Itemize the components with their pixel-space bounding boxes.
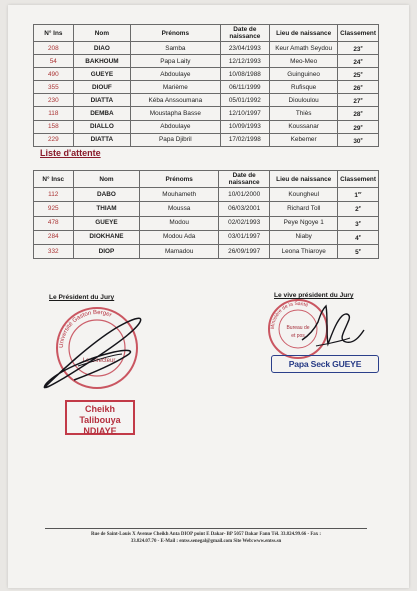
cell-date: 06/11/1999 xyxy=(220,81,270,94)
president-signature xyxy=(30,310,160,396)
cell-classement xyxy=(338,55,379,68)
header-classement: Classement xyxy=(338,25,379,42)
cell-lieu: Koussanar xyxy=(270,120,338,133)
cell-lieu: Keur Amath Seydou xyxy=(270,42,338,55)
cell-nom: GUEYE xyxy=(73,216,140,230)
cell-date: 10/01/2000 xyxy=(218,188,269,202)
cell-date: 10/08/1988 xyxy=(220,68,270,81)
cell-nom: DIALLO xyxy=(73,120,131,133)
cell-date: 12/12/1993 xyxy=(220,55,270,68)
header-num: N° Insc xyxy=(34,171,74,188)
cell-prenoms: Modou Ada xyxy=(140,230,218,244)
footer-address xyxy=(36,531,376,545)
president-name-stamp xyxy=(65,400,135,435)
cell-classement xyxy=(338,202,379,216)
rank-number: 29 xyxy=(353,124,361,132)
president-title: Le Président du Jury xyxy=(49,294,115,301)
cell-prenoms: Abdoulaye xyxy=(131,120,220,133)
table-header-row xyxy=(34,25,379,42)
rank-number: 4 xyxy=(355,234,359,242)
rank-suffix: e xyxy=(358,247,361,253)
rank-suffix: e xyxy=(360,57,363,63)
cell-prenoms: Mamadou xyxy=(140,245,218,259)
results-table-body xyxy=(34,42,379,147)
cell-classement xyxy=(338,120,379,133)
cell-lieu: Koungheul xyxy=(270,188,338,202)
rank-suffix: e xyxy=(358,204,361,210)
cell-lieu: Rufisque xyxy=(270,81,338,94)
cell-nom: DIOP xyxy=(73,245,140,259)
cell-lieu: Leona Thiaroye xyxy=(270,245,338,259)
table-row xyxy=(34,120,379,133)
cell-prenoms: Kéba Anssoumana xyxy=(131,94,220,107)
table-row xyxy=(34,216,379,230)
rank-number: 24 xyxy=(353,59,361,67)
cell-num: 54 xyxy=(34,55,74,68)
header-num: N° Ins xyxy=(34,25,74,42)
table-row xyxy=(34,55,379,68)
cell-num: 355 xyxy=(34,81,74,94)
cell-classement xyxy=(338,42,379,55)
table-row xyxy=(34,230,379,244)
rank-suffix: e xyxy=(358,218,361,224)
rank-suffix: e xyxy=(360,96,363,102)
cell-nom: DABO xyxy=(73,188,140,202)
rank-suffix: e xyxy=(360,44,363,49)
footer-line-1: Rue de Saint-Louis X Avenue Cheikh Anta DIOP point E Dakar- BP 5057 Dakar Fann Tél. 33.824.99.66 - Fax : xyxy=(90,532,322,537)
vice-president-name-stamp: Papa Seck GUEYE xyxy=(271,355,379,373)
left-stamp-ring-text: Université Gaston Berger xyxy=(58,309,113,349)
cell-classement xyxy=(338,107,379,120)
right-stamp-ring-text: Ministère de la Santé xyxy=(269,300,309,330)
table-row xyxy=(34,42,379,55)
cell-date: 06/03/2001 xyxy=(218,202,269,216)
header-lieu: Lieu de naissance xyxy=(270,25,338,42)
right-stamp-center-text-1: Bureau de xyxy=(286,325,310,331)
header-prenoms: Prénoms xyxy=(140,171,218,188)
rank-suffix: er xyxy=(357,190,362,195)
cell-date: 05/01/1992 xyxy=(220,94,270,107)
rank-suffix: e xyxy=(360,70,363,76)
table-row xyxy=(34,68,379,81)
waiting-list-table xyxy=(33,170,379,259)
cell-num: 229 xyxy=(34,133,74,146)
cell-nom: DIATTA xyxy=(73,94,131,107)
rank-suffix: e xyxy=(360,135,363,141)
cell-date: 03/01/1997 xyxy=(218,230,269,244)
header-prenoms: Prénoms xyxy=(131,25,220,42)
cell-nom: DIATTA xyxy=(73,133,131,146)
cell-nom: GUEYE xyxy=(73,68,131,81)
cell-lieu: Niaby xyxy=(270,230,338,244)
header-nom: Nom xyxy=(73,171,140,188)
rank-number: 28 xyxy=(353,111,361,119)
rank-suffix: e xyxy=(360,122,363,128)
rank-number: 30 xyxy=(353,137,361,145)
table-row xyxy=(34,245,379,259)
table-row xyxy=(34,133,379,146)
cell-prenoms: Samba xyxy=(131,42,220,55)
cell-classement xyxy=(338,94,379,107)
rank-suffix: e xyxy=(360,109,363,115)
waiting-list-title: Liste d'attente xyxy=(40,148,101,158)
vice-president-signature xyxy=(298,300,368,356)
cell-lieu: Peye Ngoye 1 xyxy=(270,216,338,230)
table-header-row xyxy=(34,171,379,188)
rank-number: 27 xyxy=(353,98,361,106)
cell-num: 158 xyxy=(34,120,74,133)
cell-num: 284 xyxy=(34,230,74,244)
header-classement: Classement xyxy=(338,171,379,188)
cell-lieu: Thiès xyxy=(270,107,338,120)
cell-num: 332 xyxy=(34,245,74,259)
cell-num: 112 xyxy=(34,188,74,202)
cell-prenoms: Modou xyxy=(140,216,218,230)
cell-prenoms: Papa Djibril xyxy=(131,133,220,146)
president-name-line2: NDIAYE xyxy=(83,426,117,436)
header-nom: Nom xyxy=(73,25,131,42)
rank-number: 1 xyxy=(354,192,358,199)
cell-date: 02/02/1993 xyxy=(218,216,269,230)
rank-suffix: e xyxy=(360,83,363,89)
table-row xyxy=(34,188,379,202)
rank-number: 25 xyxy=(353,72,361,80)
vice-president-title: Le vive président du Jury xyxy=(274,292,354,299)
cell-date: 23/04/1993 xyxy=(220,42,270,55)
cell-prenoms: Papa Laity xyxy=(131,55,220,68)
footer-divider xyxy=(45,528,367,529)
cell-nom: DIOUF xyxy=(73,81,131,94)
cell-date: 10/09/1993 xyxy=(220,120,270,133)
cell-date: 26/09/1997 xyxy=(218,245,269,259)
left-stamp-center-text: Le Directeur xyxy=(82,358,116,364)
table-row xyxy=(34,202,379,216)
cell-classement xyxy=(338,245,379,259)
cell-nom: BAKHOUM xyxy=(73,55,131,68)
cell-prenoms: Marième xyxy=(131,81,220,94)
cell-classement xyxy=(338,81,379,94)
cell-nom: DIOKHANE xyxy=(73,230,140,244)
cell-lieu: Guinguineo xyxy=(270,68,338,81)
cell-classement xyxy=(338,216,379,230)
rank-number: 23 xyxy=(353,46,361,53)
cell-num: 118 xyxy=(34,107,74,120)
rank-number: 26 xyxy=(353,85,361,93)
table-row xyxy=(34,94,379,107)
rank-number: 3 xyxy=(355,220,359,228)
rank-suffix: e xyxy=(358,232,361,238)
rank-number: 5 xyxy=(355,249,359,257)
header-date: Date de naissance xyxy=(218,171,269,188)
cell-prenoms: Moustapha Basse xyxy=(131,107,220,120)
cell-lieu: Richard Toll xyxy=(270,202,338,216)
cell-prenoms: Mouhameth xyxy=(140,188,218,202)
cell-date: 17/02/1998 xyxy=(220,133,270,146)
cell-nom: DIAO xyxy=(73,42,131,55)
cell-prenoms: Abdoulaye xyxy=(131,68,220,81)
header-date: Date de naissance xyxy=(220,25,270,42)
cell-num: 208 xyxy=(34,42,74,55)
cell-lieu: Kebemer xyxy=(270,133,338,146)
cell-lieu: Diouloulou xyxy=(270,94,338,107)
cell-classement xyxy=(338,188,379,202)
cell-num: 230 xyxy=(34,94,74,107)
cell-date: 12/10/1997 xyxy=(220,107,270,120)
table-row xyxy=(34,107,379,120)
cell-classement xyxy=(338,230,379,244)
cell-classement xyxy=(338,68,379,81)
right-stamp-center-text-2: et pos xyxy=(291,333,305,339)
cell-nom: THIAM xyxy=(73,202,140,216)
footer-line-2: 33.824.07.70 - E-Mail : entss.senegal@gmail.com Site Web:www.entss.sn xyxy=(130,539,282,544)
header-lieu: Lieu de naissance xyxy=(270,171,338,188)
president-name-line1: Cheikh Talibouya xyxy=(79,404,121,425)
cell-num: 925 xyxy=(34,202,74,216)
cell-num: 478 xyxy=(34,216,74,230)
waiting-list-body xyxy=(34,188,379,259)
cell-num: 490 xyxy=(34,68,74,81)
table-row xyxy=(34,81,379,94)
results-table xyxy=(33,24,379,147)
cell-prenoms: Moussa xyxy=(140,202,218,216)
cell-lieu: Meo-Meo xyxy=(270,55,338,68)
cell-classement xyxy=(338,133,379,146)
cell-nom: DEMBA xyxy=(73,107,131,120)
rank-number: 2 xyxy=(355,206,359,214)
